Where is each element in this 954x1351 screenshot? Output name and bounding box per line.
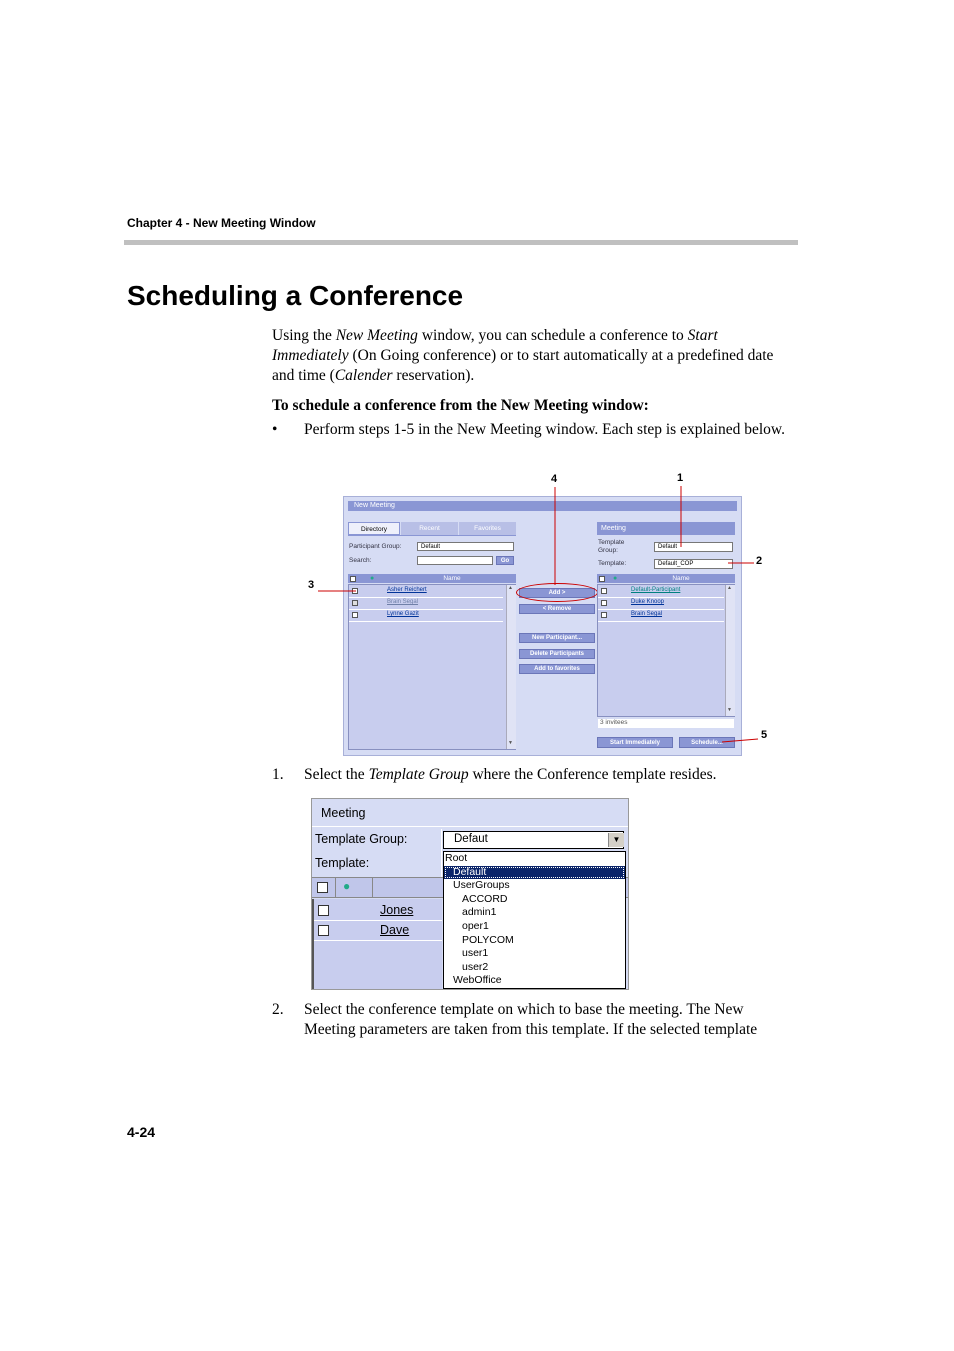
meeting-label: Meeting [597, 522, 735, 535]
chevron-down-icon[interactable]: ▼ [608, 833, 624, 847]
scroll-up-icon[interactable]: ▲ [508, 586, 513, 591]
name-column-header: Name [443, 575, 461, 582]
participant-group-select[interactable]: Default [417, 542, 514, 551]
template-label: Template: [315, 856, 370, 870]
dropdown-option[interactable]: WebOffice [453, 974, 502, 987]
template-group-dropdown-list [443, 851, 626, 989]
dropdown-option[interactable]: user1 [462, 947, 489, 960]
step2-number: 2. [272, 1001, 284, 1018]
callout-1: 1 [677, 472, 684, 484]
template-group-select[interactable]: Defaut ▼ [443, 831, 624, 849]
tab-directory[interactable]: Directory [348, 522, 400, 535]
scroll-down-icon[interactable]: ▼ [508, 741, 513, 746]
meeting-participant-type-icon: ● [613, 575, 618, 582]
step1-number: 1. [272, 766, 284, 783]
dropdown-option[interactable]: ACCORD [462, 892, 508, 905]
dropdown-option[interactable]: POLYCOM [462, 933, 514, 946]
add-to-favorites-button[interactable]: Add to favorites [519, 664, 595, 674]
procedure-heading: To schedule a conference from the New Meeting window: [272, 397, 649, 414]
scroll-up-icon[interactable]: ▲ [727, 586, 732, 591]
template-group-select[interactable]: Default [654, 542, 733, 552]
list-item[interactable]: Asher Reichert [349, 585, 503, 598]
template-group-label: Template Group: [315, 832, 408, 846]
template-group-dropdown-screenshot [311, 798, 629, 990]
step1-text: Select the Template Group where the Conference template resides. [304, 766, 717, 783]
list-item[interactable]: Brain Segal [598, 609, 724, 622]
dropdown-option-selected[interactable]: Default [444, 866, 625, 880]
search-label: Search: [349, 557, 372, 564]
dropdown-option[interactable]: user2 [462, 960, 489, 973]
callout-2: 2 [756, 555, 763, 567]
start-immediately-button[interactable]: Start Immediately [597, 737, 673, 748]
participant-group-label: Participant Group: [349, 543, 402, 550]
template-group-label: Template Group: [598, 539, 625, 554]
participant-type-icon: ● [370, 575, 375, 582]
schedule-button[interactable]: Schedule... [679, 737, 735, 748]
callout-5: 5 [761, 729, 768, 741]
table-row[interactable]: Dave [314, 921, 442, 941]
dropdown-option[interactable]: UserGroups [453, 879, 510, 892]
dropdown-option[interactable]: oper1 [462, 920, 489, 932]
bullet-mark: • [272, 421, 278, 438]
dropdown-option[interactable]: Root [445, 852, 468, 864]
participant-type-icon: ● [343, 879, 351, 893]
list-item[interactable]: Duke Knoop [598, 597, 724, 610]
new-participant-button[interactable]: New Participant... [519, 633, 595, 643]
tab-favorites[interactable]: Favorites [459, 522, 516, 535]
participants-list [312, 899, 442, 989]
meeting-name-column-header: Name [672, 575, 690, 582]
template-select[interactable]: Default_COP [654, 559, 733, 569]
table-row[interactable]: Jones [314, 901, 442, 921]
invitees-count: 3 invitees [598, 719, 734, 728]
step2-text: Select the conference template on which to base the meeting. The New Meeting parameters are taken from this template. If the selected template [304, 1001, 758, 1038]
add-button[interactable]: Add > [519, 588, 595, 598]
dropdown-option[interactable]: admin1 [462, 906, 497, 919]
page-number: 4-24 [127, 1124, 156, 1140]
select-all-checkbox[interactable] [317, 882, 328, 893]
delete-participants-button[interactable]: Delete Participants [519, 649, 595, 659]
intro-paragraph: Using the New Meeting window, you can schedule a conference to Start Immediately (On Going conference) or to start automatically at a predefined date and time (Calender reservation). [272, 327, 774, 384]
list-item[interactable]: Brain Segal [349, 597, 503, 610]
meeting-label: Meeting [312, 799, 628, 827]
page-title: Scheduling a Conference [127, 280, 464, 311]
chapter-header: Chapter 4 - New Meeting Window [127, 216, 316, 230]
callout-4: 4 [551, 473, 558, 485]
window-title-bar: New Meeting [348, 501, 737, 511]
bullet-text: Perform steps 1-5 in the New Meeting window. Each step is explained below. [304, 421, 785, 438]
template-label: Template: [598, 560, 627, 567]
callout-3: 3 [308, 579, 315, 591]
go-button[interactable]: Go [496, 556, 514, 565]
list-item[interactable]: Default-Participant [598, 585, 724, 598]
list-item[interactable]: Lynne Gazit [349, 609, 503, 622]
leader-line-5 [722, 739, 758, 742]
scroll-down-icon[interactable]: ▼ [727, 708, 732, 713]
tab-recent[interactable]: Recent [401, 522, 458, 535]
remove-button[interactable]: < Remove [519, 604, 595, 614]
